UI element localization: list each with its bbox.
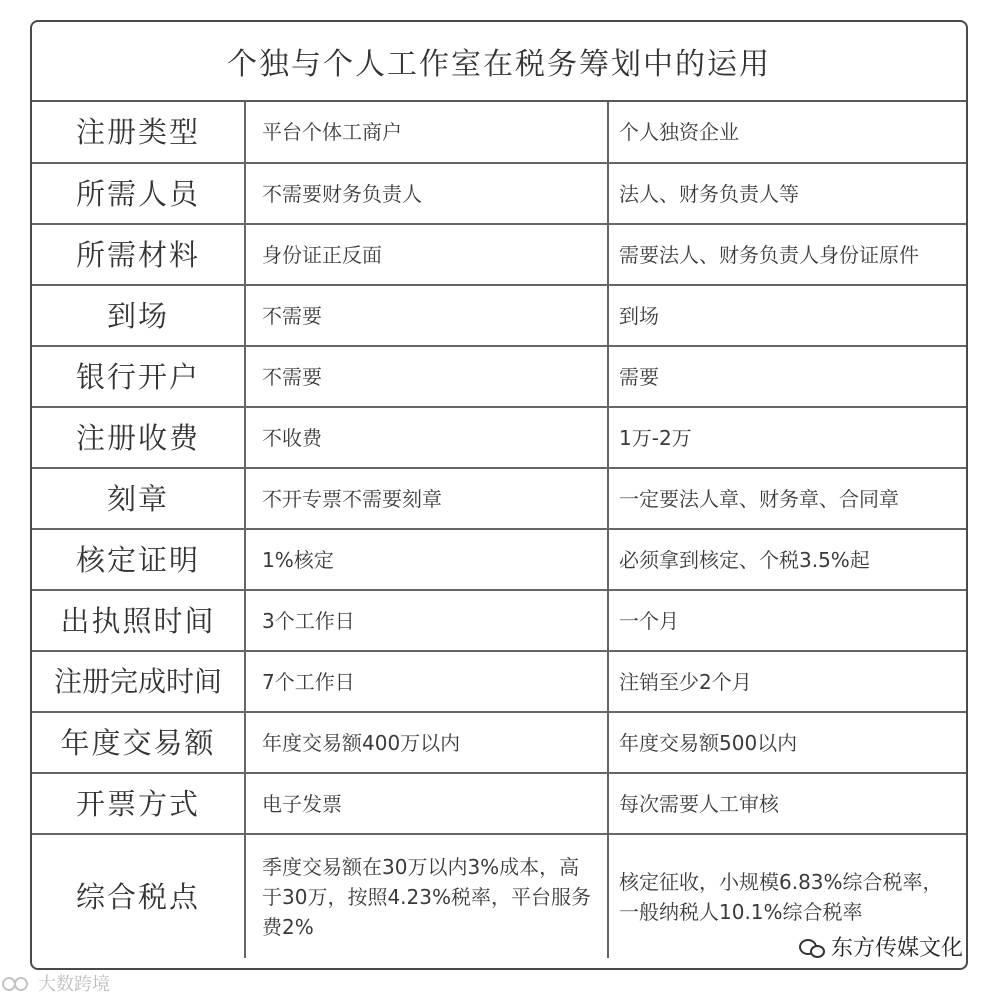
sole-proprietorship-cell: 必须拿到核定、个税3.5%起	[608, 529, 968, 590]
wechat-watermark	[799, 931, 963, 962]
individual-business-cell: 7个工作日	[245, 651, 608, 712]
row-label: 开票方式	[32, 773, 245, 834]
individual-business-cell: 不开专票不需要刻章	[245, 468, 608, 529]
sole-proprietorship-cell: 需要	[608, 346, 968, 407]
sole-proprietorship-cell: 到场	[608, 285, 968, 346]
sole-proprietorship-cell: 一定要法人章、财务章、合同章	[608, 468, 968, 529]
table-row	[32, 163, 968, 224]
table-row	[32, 651, 968, 712]
row-label: 注册类型	[32, 102, 245, 163]
table-row	[32, 712, 968, 773]
row-label: 综合税点	[32, 834, 245, 958]
row-label: 出执照时间	[32, 590, 245, 651]
row-label: 刻章	[32, 468, 245, 529]
row-label: 核定证明	[32, 529, 245, 590]
comparison-table	[32, 102, 968, 958]
table-row	[32, 773, 968, 834]
sole-proprietorship-cell: 个人独资企业	[608, 102, 968, 163]
platform-watermark	[2, 970, 110, 996]
table-row	[32, 468, 968, 529]
row-label: 注册完成时间	[32, 651, 245, 712]
individual-business-cell: 1%核定	[245, 529, 608, 590]
sole-proprietorship-cell: 需要法人、财务负责人身份证原件	[608, 224, 968, 285]
row-label: 年度交易额	[32, 712, 245, 773]
sole-proprietorship-cell: 每次需要人工审核	[608, 773, 968, 834]
individual-business-cell: 年度交易额400万以内	[245, 712, 608, 773]
individual-business-cell: 身份证正反面	[245, 224, 608, 285]
table-row	[32, 102, 968, 163]
table-row	[32, 529, 968, 590]
table-title: 个独与个人工作室在税务筹划中的运用	[32, 22, 966, 102]
sole-proprietorship-cell: 法人、财务负责人等	[608, 163, 968, 224]
table-row	[32, 590, 968, 651]
individual-business-cell: 不需要财务负责人	[245, 163, 608, 224]
individual-business-cell: 不需要	[245, 346, 608, 407]
table-row	[32, 407, 968, 468]
sole-proprietorship-cell: 一个月	[608, 590, 968, 651]
row-label: 所需人员	[32, 163, 245, 224]
individual-business-cell: 不需要	[245, 285, 608, 346]
row-label: 注册收费	[32, 407, 245, 468]
row-label: 到场	[32, 285, 245, 346]
individual-business-cell: 平台个体工商户	[245, 102, 608, 163]
row-label: 银行开户	[32, 346, 245, 407]
watermark-text: 东方传媒文化	[830, 936, 963, 961]
sole-proprietorship-cell: 1万-2万	[608, 407, 968, 468]
individual-business-cell: 季度交易额在30万以内3%成本，高于30万，按照4.23%税率，平台服务费2%	[245, 834, 608, 958]
table-row	[32, 346, 968, 407]
sole-proprietorship-cell: 年度交易额500以内	[608, 712, 968, 773]
individual-business-cell: 不收费	[245, 407, 608, 468]
sole-proprietorship-cell: 注销至少2个月	[608, 651, 968, 712]
comparison-card	[30, 20, 968, 970]
row-label: 所需材料	[32, 224, 245, 285]
individual-business-cell: 3个工作日	[245, 590, 608, 651]
wechat-icon	[799, 937, 823, 957]
watermark-left-text: 大数跨境	[38, 974, 110, 995]
logo-icon	[2, 974, 32, 992]
table-row	[32, 285, 968, 346]
sole-proprietorship-cell: 核定征收，小规模6.83%综合税率，一般纳税人10.1%综合税率	[619, 869, 943, 924]
table-row	[32, 224, 968, 285]
individual-business-cell: 电子发票	[245, 773, 608, 834]
